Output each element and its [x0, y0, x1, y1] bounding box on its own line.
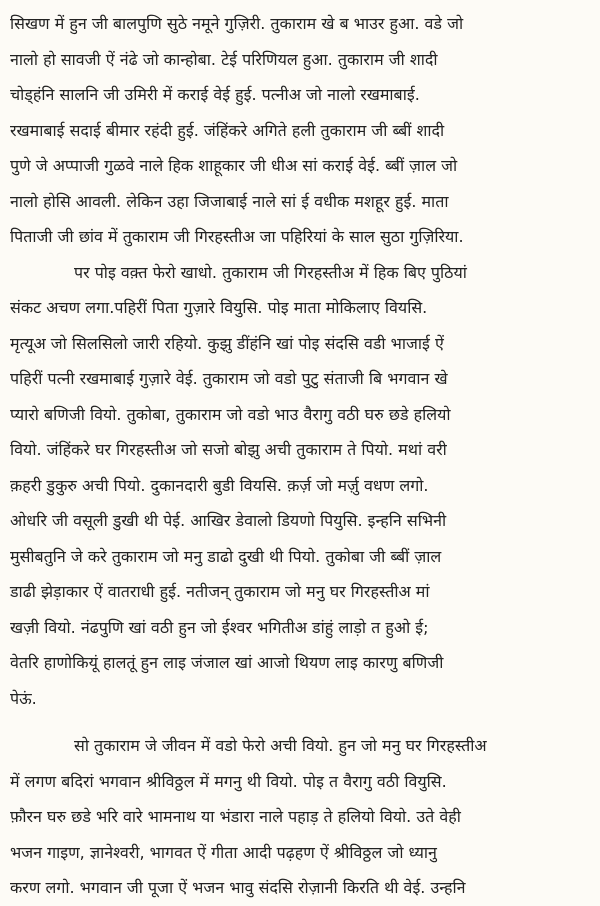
text-line: नालो हो सावजी ऐं नंढे जो कान्होबा. टेई परिणियल हुआ. तुकाराम जी शादी — [10, 49, 438, 69]
text-line: खज़ी वियो. नंढपुणि खां वठी हुन जो ईश्वर भगितीअ डांहुं लाड़ो त हुओ ई; — [10, 617, 429, 637]
text-line: पिताजी जी छांव में तुकाराम जी गिरहस्तीअ जा पहिरियां के साल सुठा गुज़िरिया. — [10, 227, 464, 246]
text-line: चोड्हंनि सालनि जी उमिरी में कराई वेई हुई. पत्नीअ जो नालो रखमाबाई. — [10, 85, 420, 104]
text-line: पहिरीं पत्नी रखमाबाई गुज़ारे वेई. तुकाराम जो वडो पुटु संताजी बि भगवान खे — [10, 369, 448, 388]
paragraph-2 — [10, 255, 590, 717]
text-line: ओधरि जी वसूली डुखी थी पेई. आखिर डेवालो डियणो पियुसि. इन्हनि सभिनी — [10, 511, 447, 530]
text-line: वेतरि हाणोकियूं हालतूं हुन लाइ जंजाल खां आजो थियण लाइ कारणु बणिजी — [10, 653, 444, 672]
text-line: फ़ौरन घरु छडे भरि वारे भामनाथ या भंडारा नाले पहाड़ ते हलियो वियो. उते वेही — [10, 807, 461, 826]
text-line: मुसीबतुनि जे करे तुकाराम जो मनु डाढो दुखी थी पियो. तुकोबा जी ब्बीं ज़ाल — [10, 546, 442, 566]
text-line: पेऊं. — [10, 688, 37, 708]
text-line: डाढी झेड़ाकार ऐं वातराधी हुई. नतीजन् तुकाराम जो मनु घर गिरहस्तीअ मां — [10, 582, 430, 601]
text-line: पर पोइ वक़्त फेरो खाधो. तुकाराम जी गिरहस्तीअ में हिक बिए पुठियां — [74, 262, 467, 282]
text-line: मृत्यूअ जो सिलसिलो जारी रहियो. कुझु डींहंनि खां पोइ संदसि वडी भाजाई ऐं — [10, 333, 444, 353]
text-line: सिखण में हुन जी बालपुणि सुठे नमूने गुज़िरी. तुकाराम खे ब भाउर हुआ. वडे जो — [10, 14, 464, 33]
text-line: भजन गाइण, ज्ञानेश्वरी, भागवत ऐं गीता आदी पढ़हण ऐं श्रीविठ्ठल जो ध्यानु — [10, 842, 437, 862]
text-line: वियो. जंहिंकरे घर गिरहस्तीअ जो सजो बोझु अची तुकाराम ते पियो. मथां वरी — [10, 440, 447, 459]
paragraph-3 — [10, 728, 590, 906]
text-line: संकट अचण लगा.पहिरीं पिता गुज़ारे वियुसि. पोइ माता मोकिलाए वियसि. — [10, 298, 428, 317]
text-line: नालो होसि आवली. लेकिन उहा जिजाबाई नाले सां ई वधीक मशहूर हुई. माता — [10, 191, 449, 211]
text-line: रखमाबाई सदाई बीमार रहंदी हुई. जंहिंकरे अगिते हली तुकाराम जी ब्बीं शादी — [10, 120, 445, 140]
text-line: प्यारो बणिजी वियो. तुकोबा, तुकाराम जो वडो भाउ वैरागु वठी घरु छडे हलियो — [10, 404, 451, 424]
text-line: करण लगो. भगवान जी पूजा ऐं भजन भावु संदसि रोज़ानी किरति थी वेई. उन्हनि — [10, 878, 466, 897]
text-line: क़हरी डुकुरु अची पियो. दुकानदारी बुडी वियसि. क़र्ज़ जो मर्ज़ु वधण लगो. — [10, 475, 429, 495]
text-line: पुणे जे अप्पाजी गुळवे नाले हिक शाहूकार जी धीअ सां कराई वेई. ब्बीं ज़ाल जो — [10, 156, 458, 175]
paragraph-1 — [10, 6, 590, 255]
text-line: में लगण बदिरां भगवान श्रीविठ्ठल में मगनु थी वियो. पोइ त वैरागु वठी वियुसि. — [10, 771, 447, 791]
paragraph-spacer — [10, 716, 590, 728]
text-line: सो तुकाराम जे जीवन में वडो फेरो अची वियो. हुन जो मनु घर गिरहस्तीअ — [74, 736, 487, 755]
